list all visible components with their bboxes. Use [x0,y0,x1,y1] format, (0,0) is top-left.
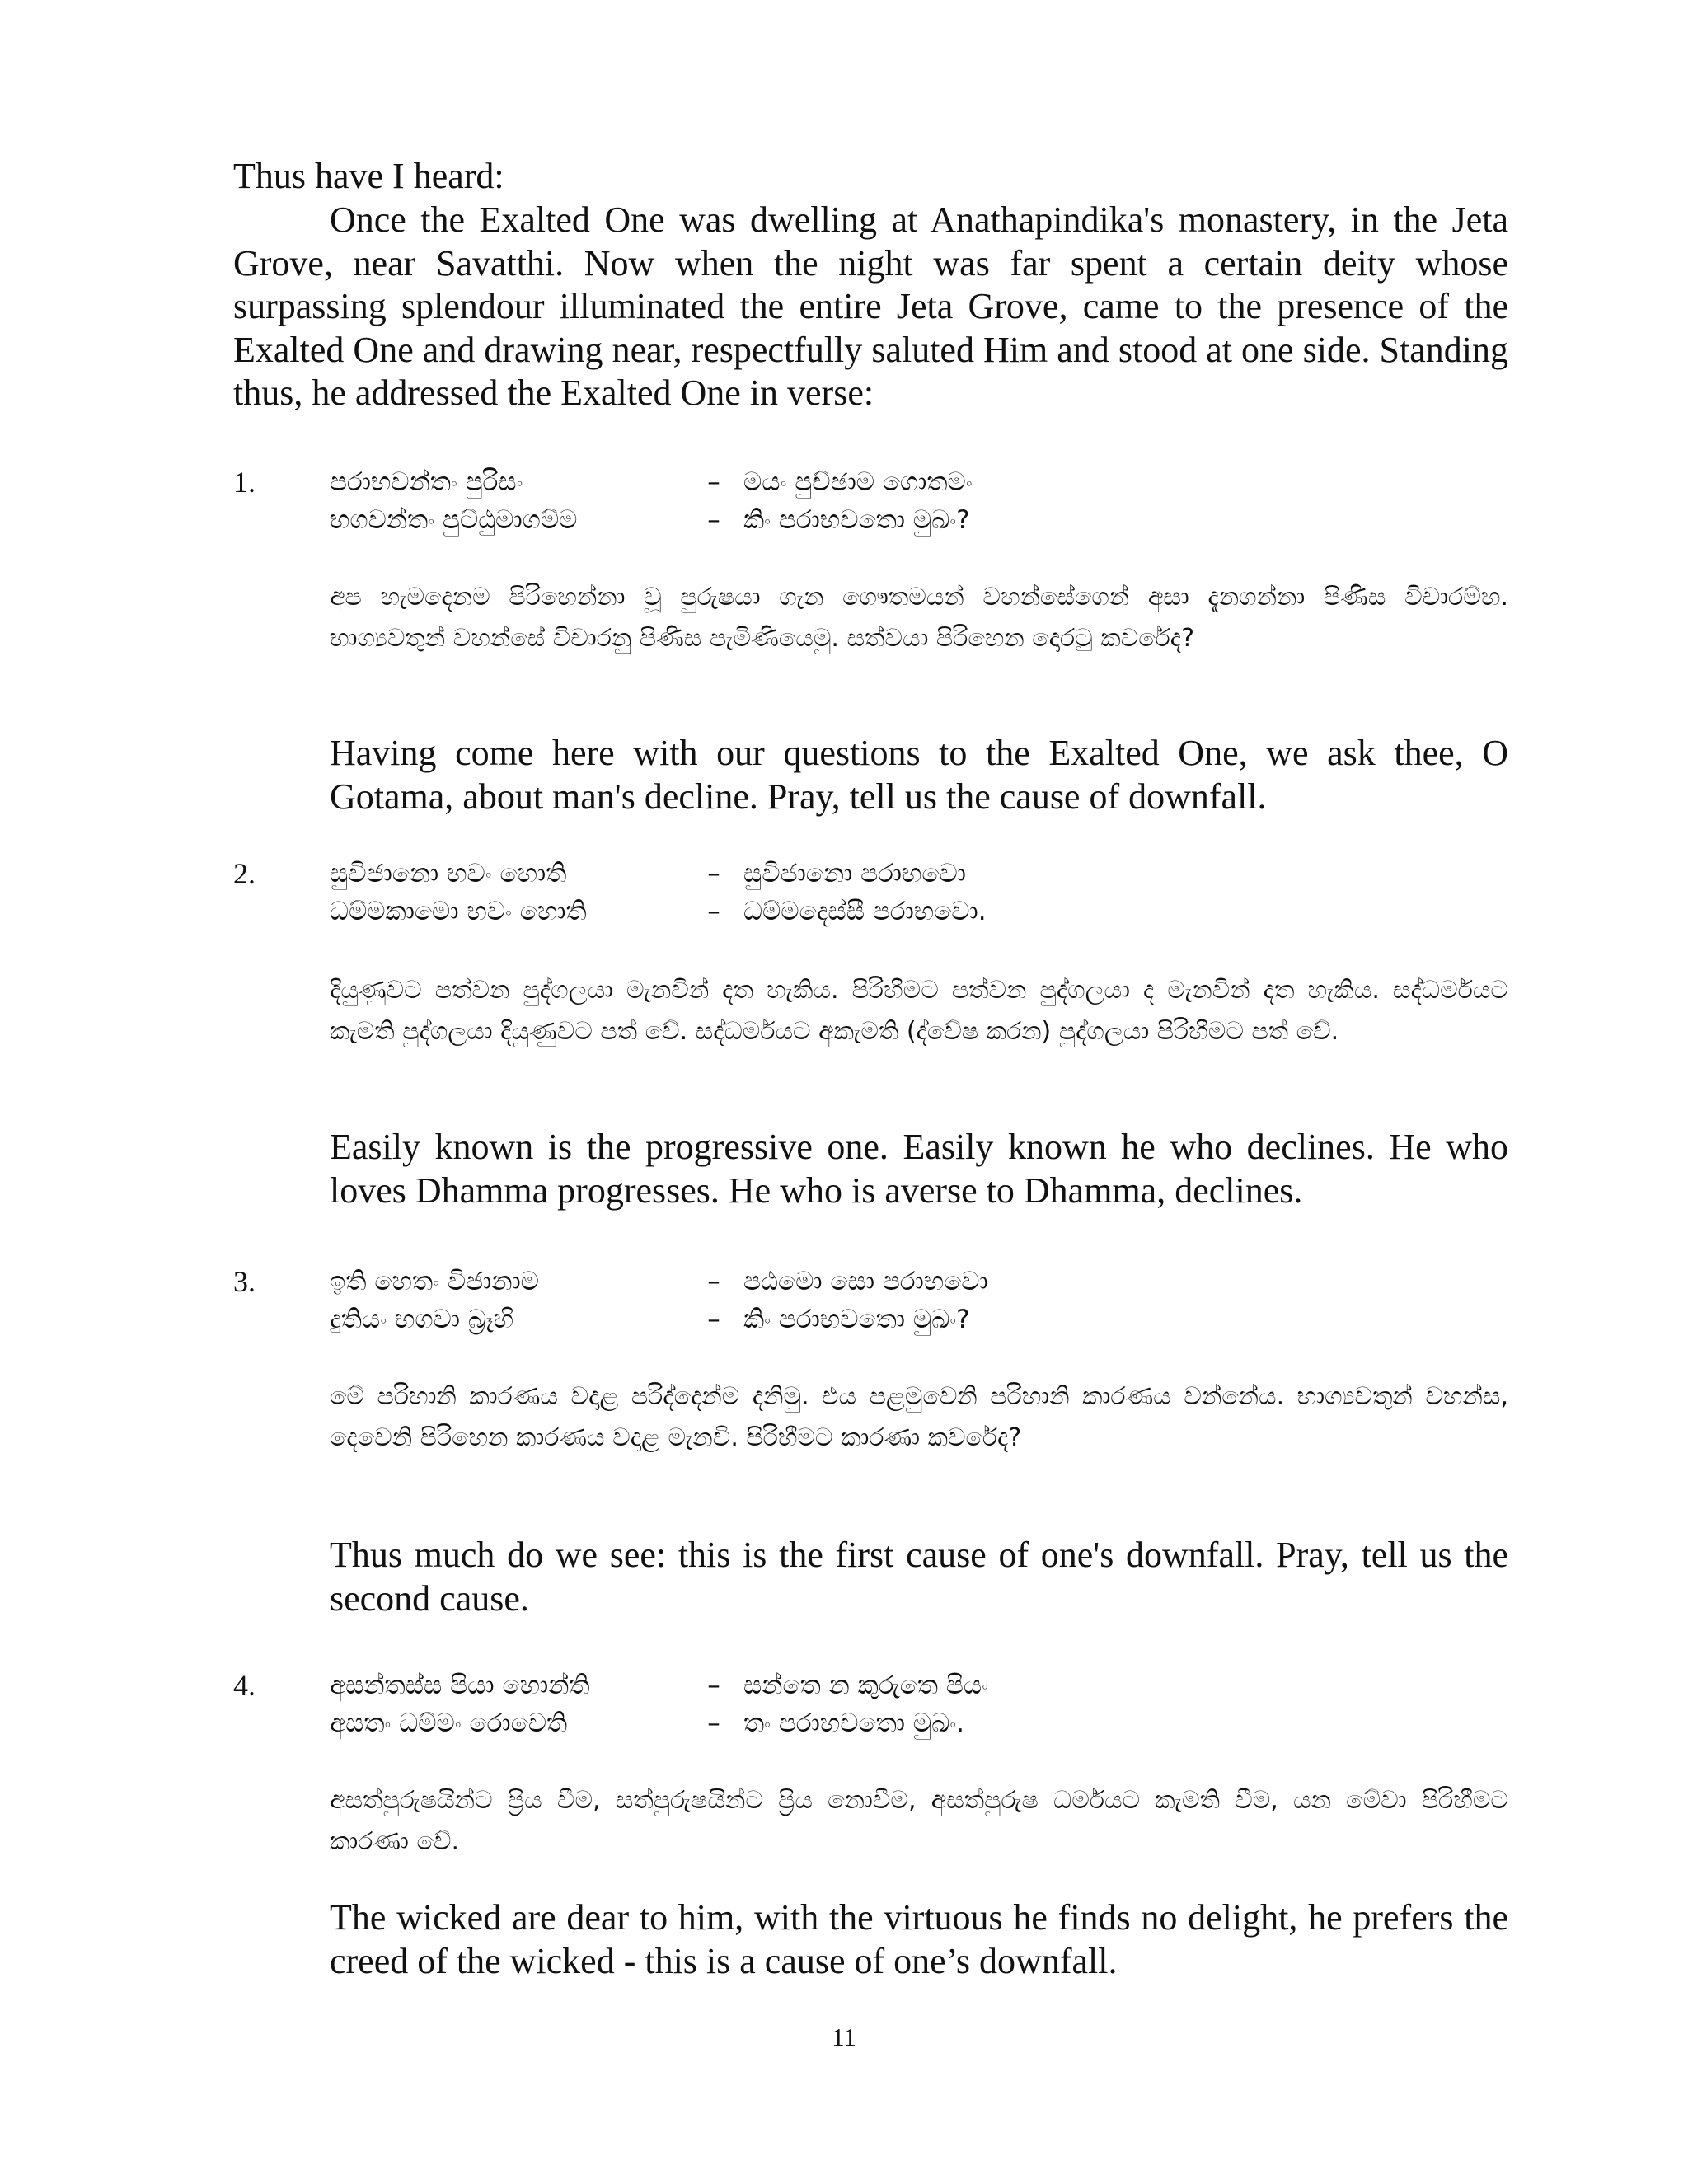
pali-line [330,462,973,503]
pali-first-half: අසතං ධම්මං රොචෙති [330,1708,568,1738]
verse-number: 2. [233,857,256,890]
sinhala-translation: අසත්පුරුෂයින්ට ප්‍රිය වීම, සත්පුරුෂයින්ට ප්‍රිය නොවීම, අසත්පුරුෂ ධර්මයට කැමති වීම, යන මේවා පිරිහීමට කාරණා වේ. [330,1786,1508,1856]
pali-dash: – [707,1671,720,1700]
sinhala-translation: අප හැමදෙනම පිරිහෙන්නා වූ පුරුෂයා ගැන ගෞතමයන් වහන්සේගෙන් අසා දැනගන්නා පිණිස විචාරම්හ. භාග්‍යවතුන් වහන්සේ විචාරනු පිණිස පැමිණියෙමු. සත්වයා පිරිහෙන දොරටු කවරේද? [330,583,1508,653]
pali-dash: – [707,467,720,497]
pali-dash: – [707,897,720,926]
english-translation: Thus much do we see: this is the first cause of one's downfall. Pray, tell us the second cause. [330,1535,1508,1619]
pali-first-half: දුතියං භගවා බ්‍රෑහි [330,1305,514,1334]
pali-line [330,1703,964,1744]
pali-dash: – [707,1305,720,1334]
pali-line [330,853,966,894]
pali-second-half: සන්තෙ න කුරුතෙ පියං [743,1671,988,1700]
pali-first-half: ඉති හෙතං විජානාම [330,1267,539,1296]
pali-second-half: කිං පරාභවතො මුඛං? [743,1305,970,1334]
pali-line [330,891,987,932]
pali-line [330,499,970,541]
pali-dash: – [707,1708,720,1738]
verse-number: 1. [233,466,256,499]
opening-line: Thus have I heard: [233,156,504,196]
pali-first-half: සුවිජානො භවං හොති [330,859,567,888]
pali-dash: – [707,859,720,888]
pali-line [330,1261,988,1302]
pali-line [330,1299,970,1340]
verse-number: 4. [233,1669,256,1702]
pali-second-half: ධම්මදෙස්සී පරාභවො. [743,897,987,926]
pali-second-half: පඨමො සො පරාභවො [743,1267,988,1296]
intro-paragraph: Once the Exalted One was dwelling at Anathapindika's monastery, in the Jeta Grove, near Savatthi. Now when the night was far spent a certain deity whose surpassing splendour illuminated the entire Jeta Grove, came to the presence of the Exalted One and drawing near, respectfully saluted Him and stood at one side. Standing thus, he addressed the Exalted One in verse: [233,199,1508,413]
pali-dash: – [707,505,720,535]
english-translation: Easily known is the progressive one. Easily known he who declines. He who loves Dhamma progresses. He who is averse to Dhamma, declines. [330,1127,1508,1211]
verse-number: 3. [233,1265,256,1298]
pali-second-half: මයං පුච්ඡාම ගොතමං [743,467,973,497]
pali-line [330,1665,988,1706]
pali-second-half: කිං පරාභවතො මුඛං? [743,505,970,535]
pali-first-half: ධම්මකාමො භවං හොති [330,897,587,926]
pali-dash: – [707,1267,720,1296]
sinhala-translation: මේ පරිහානි කාරණය වදාළ පරිද්දෙන්ම දනිමු. එය පළමුවෙනි පරිහානි කාරණය වන්නේය. භාග්‍යවතුන් වහන්ස, දෙවෙනි පිරිහෙන කාරණය වදාළ මැනවි. පිරිහීමට කාරණා කවරේද? [330,1382,1508,1452]
pali-first-half: අසන්තස්ස පියා හොන්ති [330,1671,590,1700]
pali-second-half: තං පරාභවතො මුඛං. [743,1708,965,1738]
pali-first-half: පරාභවන්තං පුරිසං [330,467,523,497]
english-translation: The wicked are dear to him, with the virtuous he finds no delight, he prefers the creed of the wicked - this is a cause of one’s downfall. [330,1897,1508,1981]
sinhala-translation: දියුණුවට පත්වන පුද්ගලයා මැනවින් දත හැකිය. පිරිහීමට පත්වන පුද්ගලයා ද මැනවින් දත හැකිය. සද්ධර්මයට කැමති පුද්ගලයා දියුණුවට පත් වේ. සද්ධර්මයට අකැමති (ද්වේෂ කරන) පුද්ගලයා පිරිහීමට පත් වේ. [330,976,1508,1046]
pali-second-half: සුවිජානො පරාභවො [743,859,967,888]
english-translation: Having come here with our questions to the Exalted One, we ask thee, O Gotama, about man's decline. Pray, tell us the cause of downfall. [330,733,1508,817]
page-number: 11 [832,2022,856,2051]
pali-first-half: භගවන්තං පුට්ඨුමාගම්ම [330,505,578,535]
